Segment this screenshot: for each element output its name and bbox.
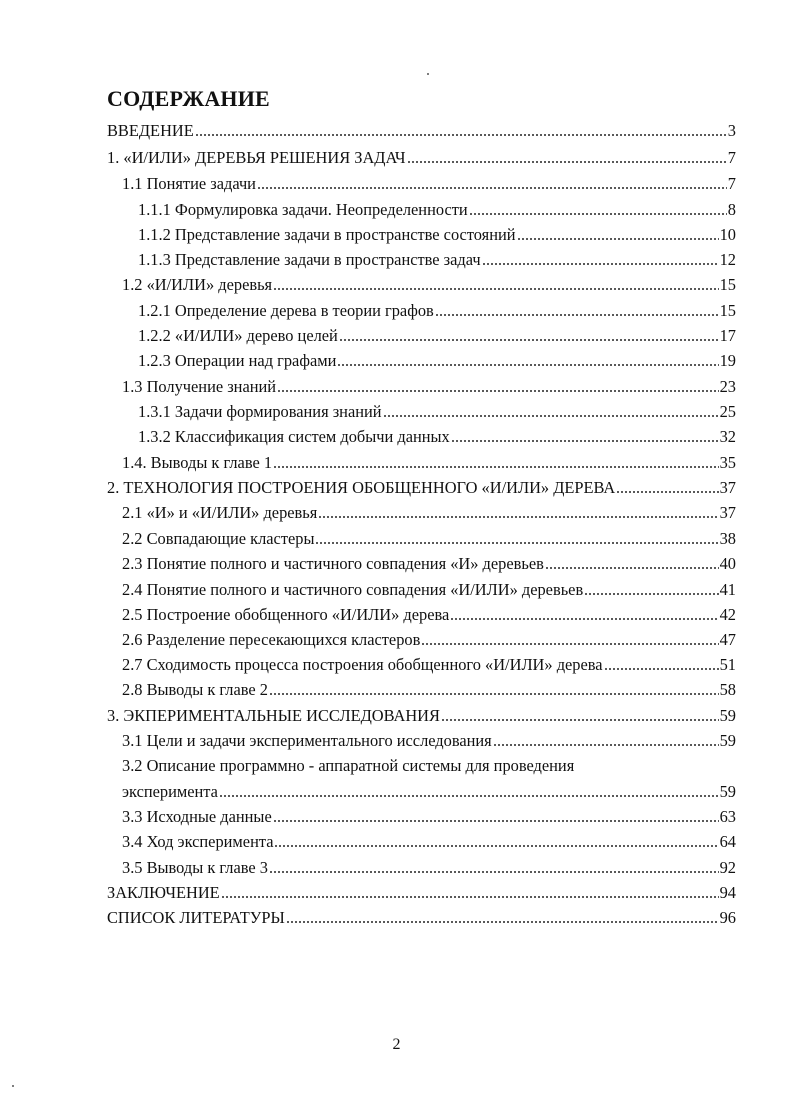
toc-dot-leader xyxy=(451,440,719,442)
toc-dot-leader xyxy=(269,871,719,873)
toc-entry-page: 51 xyxy=(719,655,736,674)
toc-entry xyxy=(122,374,736,400)
toc-dot-leader xyxy=(315,542,718,544)
toc-dot-leader xyxy=(421,643,718,645)
toc-entry xyxy=(122,677,736,703)
toc-entry-label: 2.8 Выводы к главе 2 xyxy=(122,680,268,699)
toc-entry xyxy=(122,652,736,678)
toc-entry-page: 59 xyxy=(719,706,736,725)
toc-entry-label: 2.6 Разделение пересекающихся кластеров xyxy=(122,630,421,649)
toc-entry-page: 59 xyxy=(719,782,736,801)
toc-entry xyxy=(122,500,736,526)
toc-entry-label: 1.3 Получение знаний xyxy=(122,377,277,396)
toc-entry-label-first-line: 3.2 Описание программно - аппаратной системы для проведения xyxy=(122,756,575,775)
toc-entry xyxy=(122,602,736,628)
toc-entry-label: 1.4. Выводы к главе 1 xyxy=(122,453,273,472)
toc-entry-page: 3 xyxy=(727,121,736,140)
toc-entry-page: 19 xyxy=(719,351,736,370)
toc-entry-label: 3.3 Исходные данные xyxy=(122,807,272,826)
toc-dot-leader xyxy=(616,491,718,493)
toc-entry-label: 1.2.3 Операции над графами xyxy=(138,351,337,370)
toc-dot-leader xyxy=(339,339,719,341)
toc-dot-leader xyxy=(441,719,719,721)
toc-entry-page: 25 xyxy=(719,402,736,421)
toc-entry-label: ЗАКЛЮЧЕНИЕ xyxy=(107,883,220,902)
toc-entry-label: 1.2.2 «И/ИЛИ» дерево целей xyxy=(138,326,338,345)
toc-dot-leader xyxy=(383,415,719,417)
toc-entry xyxy=(107,145,736,171)
toc-dot-leader xyxy=(407,161,727,163)
toc-entry-page: 37 xyxy=(719,478,736,497)
toc-entry-label: 1.2 «И/ИЛИ» деревья xyxy=(122,275,273,294)
toc-entry-page: 64 xyxy=(719,832,736,851)
toc-entry-label: 3.4 Ход эксперимента xyxy=(122,832,274,851)
toc-dot-leader xyxy=(257,187,727,189)
toc-dot-leader xyxy=(219,795,719,797)
toc-entry xyxy=(122,450,736,476)
toc-entry xyxy=(122,272,736,298)
toc-entry xyxy=(122,627,736,653)
toc-entry-label: 1.3.1 Задачи формирования знаний xyxy=(138,402,382,421)
toc-dot-leader xyxy=(274,845,718,847)
toc-dot-leader xyxy=(435,314,719,316)
toc-entry-page: 96 xyxy=(719,908,736,927)
toc-entry xyxy=(138,348,736,374)
toc-entry xyxy=(107,703,736,729)
toc-dot-leader xyxy=(337,364,718,366)
toc-dot-leader xyxy=(450,618,718,620)
toc-entry xyxy=(138,323,736,349)
toc-dot-leader xyxy=(318,516,718,518)
toc-dot-leader xyxy=(286,921,719,923)
toc-dot-leader xyxy=(277,390,719,392)
toc-entry xyxy=(122,526,736,552)
toc-entry xyxy=(138,197,736,223)
scan-speck xyxy=(427,73,429,75)
toc-entry-page: 41 xyxy=(719,580,736,599)
toc-entry xyxy=(122,551,736,577)
toc-dot-leader xyxy=(195,134,727,136)
toc-entry xyxy=(138,247,736,273)
toc-entry-page: 35 xyxy=(719,453,736,472)
toc-entry-page: 7 xyxy=(727,148,736,167)
toc-entry-page: 94 xyxy=(719,883,736,902)
toc-dot-leader xyxy=(482,263,719,265)
toc-entry-label: 1.2.1 Определение дерева в теории графов xyxy=(138,301,434,320)
toc-entry-label: ВВЕДЕНИЕ xyxy=(107,121,194,140)
toc-entry-page: 42 xyxy=(719,605,736,624)
toc-entry-page: 59 xyxy=(719,731,736,750)
toc-entry-label: 2.5 Построение обобщенного «И/ИЛИ» дерева xyxy=(122,605,450,624)
toc-entry-page: 37 xyxy=(719,503,736,522)
toc-dot-leader xyxy=(221,896,719,898)
toc-entry-page: 12 xyxy=(719,250,736,269)
toc-entry-page: 10 xyxy=(719,225,736,244)
toc-entry xyxy=(138,399,736,425)
toc-entry-label: 1.1.2 Представление задачи в пространстве состояний xyxy=(138,225,516,244)
toc-entry-page: 23 xyxy=(719,377,736,396)
toc-dot-leader xyxy=(273,820,719,822)
toc-dot-leader xyxy=(584,593,718,595)
toc-entry-label: 3.5 Выводы к главе 3 xyxy=(122,858,268,877)
toc-entry xyxy=(138,298,736,324)
toc-entry xyxy=(122,171,736,197)
toc-dot-leader xyxy=(517,238,719,240)
toc-entry-label: 1.1.3 Представление задачи в пространстве задач xyxy=(138,250,481,269)
toc-entry xyxy=(107,880,736,906)
toc-entry-label: 2.4 Понятие полного и частичного совпадения «И/ИЛИ» деревьев xyxy=(122,580,584,599)
page-title: СОДЕРЖАНИЕ xyxy=(107,86,270,111)
toc-entry-label: СПИСОК ЛИТЕРАТУРЫ xyxy=(107,908,285,927)
toc-entry-label: 1. «И/ИЛИ» ДЕРЕВЬЯ РЕШЕНИЯ ЗАДАЧ xyxy=(107,148,406,167)
toc-dot-leader xyxy=(273,288,719,290)
page-number: 2 xyxy=(392,1036,401,1053)
toc-entry-page: 47 xyxy=(719,630,736,649)
toc-entry xyxy=(122,577,736,603)
toc-dot-leader xyxy=(469,213,727,215)
toc-entry-page: 8 xyxy=(727,200,736,219)
scan-speck xyxy=(12,1085,14,1087)
toc-entry-page: 15 xyxy=(719,301,736,320)
toc-entry-label: 1.3.2 Классификация систем добычи данных xyxy=(138,427,450,446)
toc-entry xyxy=(122,779,736,805)
toc-entry-label: 3.1 Цели и задачи экспериментального исследования xyxy=(122,731,492,750)
toc-entry xyxy=(138,222,736,248)
toc-dot-leader xyxy=(273,466,719,468)
toc-entry-label: 2.1 «И» и «И/ИЛИ» деревья xyxy=(122,503,318,522)
toc-entry-label: 1.1 Понятие задачи xyxy=(122,174,256,193)
toc-entry-page: 15 xyxy=(719,275,736,294)
toc-entry-page: 7 xyxy=(727,174,736,193)
toc-entry-page: 38 xyxy=(719,529,736,548)
toc-entry-label: 2. ТЕХНОЛОГИЯ ПОСТРОЕНИЯ ОБОБЩЕННОГО «И/ИЛИ» ДЕРЕВА xyxy=(107,478,616,497)
toc-entry-page: 63 xyxy=(719,807,736,826)
toc-entry-label-continued: эксперимента xyxy=(122,782,218,801)
toc-entry-label: 2.3 Понятие полного и частичного совпадения «И» деревьев xyxy=(122,554,544,573)
toc-dot-leader xyxy=(493,744,719,746)
toc-entry-page: 40 xyxy=(719,554,736,573)
toc-entry-label: 2.2 Совпадающие кластеры xyxy=(122,529,315,548)
toc-entry-page: 58 xyxy=(719,680,736,699)
toc-entry-page: 32 xyxy=(719,427,736,446)
toc-entry-page: 17 xyxy=(719,326,736,345)
toc-entry xyxy=(122,804,736,830)
toc-entry-label: 1.1.1 Формулировка задачи. Неопределенности xyxy=(138,200,468,219)
toc-dot-leader xyxy=(604,668,719,670)
toc-entry-page: 92 xyxy=(719,858,736,877)
toc-entry xyxy=(107,475,736,501)
toc-entry xyxy=(138,424,736,450)
toc-entry-label: 3. ЭКПЕРИМЕНТАЛЬНЫЕ ИССЛЕДОВАНИЯ xyxy=(107,706,440,725)
toc-entry xyxy=(122,855,736,881)
toc-dot-leader xyxy=(545,567,719,569)
toc-entry-label: 2.7 Сходимость процесса построения обобщенного «И/ИЛИ» дерева xyxy=(122,655,603,674)
toc-dot-leader xyxy=(269,693,719,695)
toc-entry xyxy=(122,829,736,855)
toc-entry xyxy=(107,118,736,144)
toc-entry xyxy=(107,905,736,931)
toc-entry xyxy=(122,728,736,754)
